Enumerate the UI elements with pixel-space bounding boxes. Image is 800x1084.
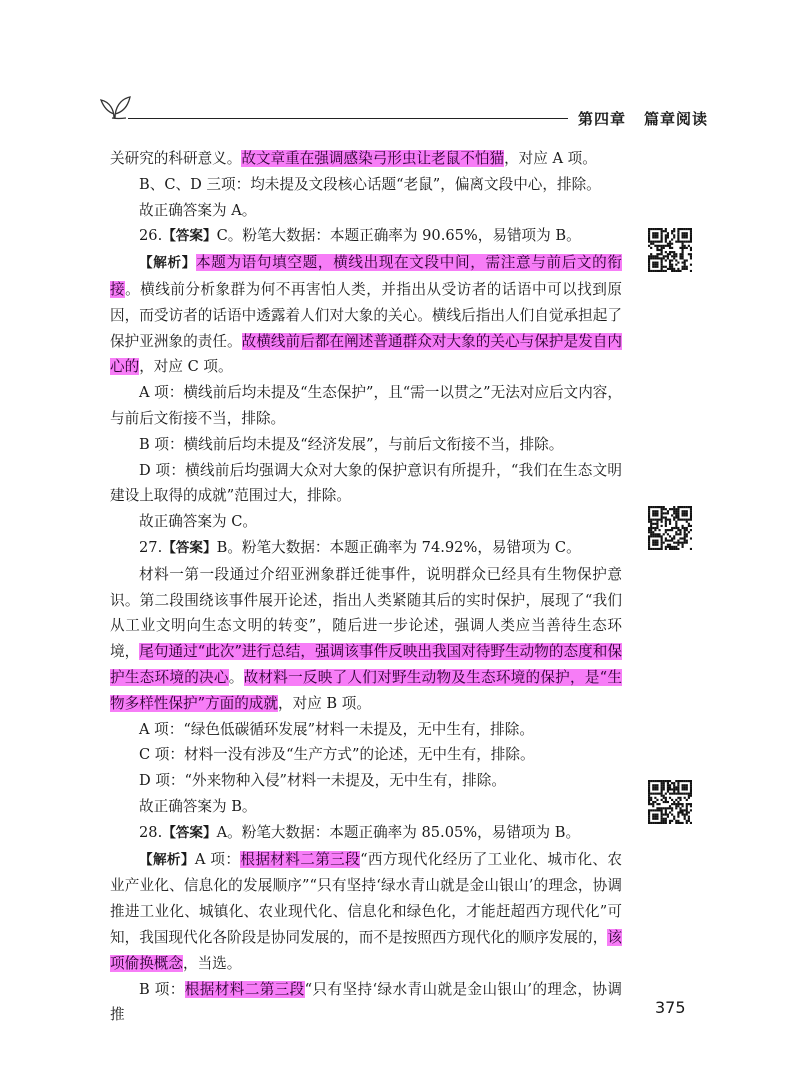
- highlighted-text: 该项偷换概念: [110, 928, 622, 972]
- text-segment: 关研究的科研意义。: [110, 150, 242, 167]
- bold-label: 【答案】: [162, 824, 217, 841]
- text-segment: D 项：横线前后均强调大众对大象的保护意识有所提升，“我们在生态文明建设上取得的成就”范围过大，排除。: [110, 461, 622, 505]
- text-segment: C。粉笔大数据：本题正确率为 90.65%，易错项为 B。: [216, 227, 581, 245]
- paragraph: [110, 172, 622, 198]
- paragraph: [110, 380, 622, 432]
- chapter-heading: [578, 108, 708, 129]
- text-segment: B。粉笔大数据：本题正确率为 74.92%，易错项为 C。: [216, 538, 581, 556]
- chapter-label: 第四章: [578, 110, 627, 128]
- text-segment: 故正确答案为 B。: [139, 797, 257, 815]
- section-label: 篇章阅读: [644, 110, 709, 128]
- text-segment: 28.: [139, 823, 163, 841]
- highlighted-text: 本题为语句填空题，横线出现在文段中间，需注意与前后文的衔接: [110, 254, 623, 298]
- solution-text: [110, 146, 622, 1028]
- qr-code-icon[interactable]: [648, 228, 692, 272]
- text-segment: 27.: [139, 538, 163, 556]
- text-segment: A 项：: [194, 850, 241, 868]
- paragraph: [110, 847, 622, 977]
- paragraph: [110, 458, 622, 510]
- text-segment: B、C、D 三项：均未提及文段核心话题“老鼠”，偏离文段中心，排除。: [139, 175, 601, 193]
- paragraph: [110, 198, 622, 224]
- paragraph: [110, 977, 622, 1029]
- paragraph: [110, 820, 622, 847]
- text-segment: A 项：横线前后均未提及“生态保护”，且“需一以贯之”无法对应后文内容，与前后文衔接不当，排除。: [110, 384, 622, 427]
- paragraph: [110, 146, 622, 172]
- highlighted-text: 故材料一反映了人们对野生动物及生态环境的保护，是“生物多样性保护”方面的成就: [110, 668, 622, 712]
- text-segment: B 项：横线前后均未提及“经济发展”，与前后文衔接不当，排除。: [139, 435, 564, 453]
- text-segment: “只有坚持‘绿水青山就是金山银山’的理念，协调推: [110, 980, 622, 1024]
- text-segment: “西方现代化经历了工业化、城市化、农业产业化、信息化的发展顺序”“只有坚持‘绿水青山就是金山银山’的理念，协调推进工业化、城镇化、农业现代化、信息化和绿色化，才能赶超西方现代化”可知，我国现代化各阶段是协同发展的，而不是按照西方现代化的顺序发展的，: [110, 850, 622, 946]
- header-rule: [128, 118, 568, 119]
- highlighted-text: 根据材料二第三段: [184, 980, 305, 998]
- text-segment: ，对应 A 项。: [504, 150, 597, 167]
- paragraph: [110, 535, 622, 562]
- highlighted-text: 尾句通过“此次”进行总结，强调该事件反映出我国对待野生动物的态度和保护生态环境的决心: [110, 643, 622, 686]
- text-segment: C 项：材料一没有涉及“生产方式”的论述，无中生有，排除。: [139, 746, 535, 764]
- page-number: 375: [655, 998, 686, 1017]
- paragraph: [110, 509, 622, 535]
- paragraph: [110, 717, 622, 743]
- qr-code-icon[interactable]: [648, 506, 692, 550]
- highlighted-text: 故文章重在强调感染弓形虫让老鼠不怕猫: [241, 150, 505, 167]
- highlighted-text: 故横线前后都在阐述普通群众对大象的关心与保护是发自内心的: [110, 332, 622, 376]
- text-segment: D 项：“外来物种入侵”材料一未提及，无中生有，排除。: [139, 772, 506, 790]
- text-segment: ，对应 C 项。: [139, 358, 233, 376]
- paragraph: [110, 794, 622, 820]
- highlighted-text: 根据材料二第三段: [240, 850, 361, 868]
- paragraph: [110, 768, 622, 794]
- text-segment: ，当选。: [182, 954, 242, 972]
- text-segment: 故正确答案为 A。: [139, 201, 257, 219]
- text-segment: 。: [228, 668, 244, 686]
- leaf-sprout-icon: [98, 94, 132, 120]
- paragraph: [110, 432, 622, 458]
- text-segment: 材料一第一段通过介绍亚洲象群迁徙事件，说明群众已经具有生物保护意识。第二段围绕该事件展开论述，指出人类紧随其后的实时保护，展现了“我们从工业文明向生态文明的转变”，随后进一步论述，强调人类应当善待生态环境，: [110, 565, 622, 661]
- text-segment: A。粉笔大数据：本题正确率为 85.05%，易错项为 B。: [216, 823, 581, 841]
- bold-label: 【答案】: [162, 539, 217, 556]
- text-segment: A 项：“绿色低碳循环发展”材料一未提及，无中生有，排除。: [139, 720, 534, 738]
- bold-label: 【答案】: [162, 228, 217, 245]
- text-segment: B 项：: [139, 980, 185, 998]
- text-segment: 26.: [139, 227, 163, 245]
- paragraph: [110, 562, 622, 717]
- bold-label: 【解析】: [139, 255, 196, 272]
- paragraph: [110, 223, 622, 250]
- bold-label: 【解析】: [139, 851, 195, 868]
- paragraph: [110, 742, 622, 768]
- text-segment: 。横线前分析象群为何不再害怕人类，并指出从受访者的话语中可以找到原因，而受访者的话语中透露着人们对大象的关心。横线后指出人们自觉承担起了保护亚洲象的责任。: [110, 280, 622, 350]
- page-header: [0, 88, 800, 128]
- qr-code-icon[interactable]: [648, 780, 692, 824]
- text-segment: ，对应 B 项。: [278, 694, 371, 712]
- text-segment: 故正确答案为 C。: [139, 513, 257, 531]
- paragraph: [110, 250, 622, 380]
